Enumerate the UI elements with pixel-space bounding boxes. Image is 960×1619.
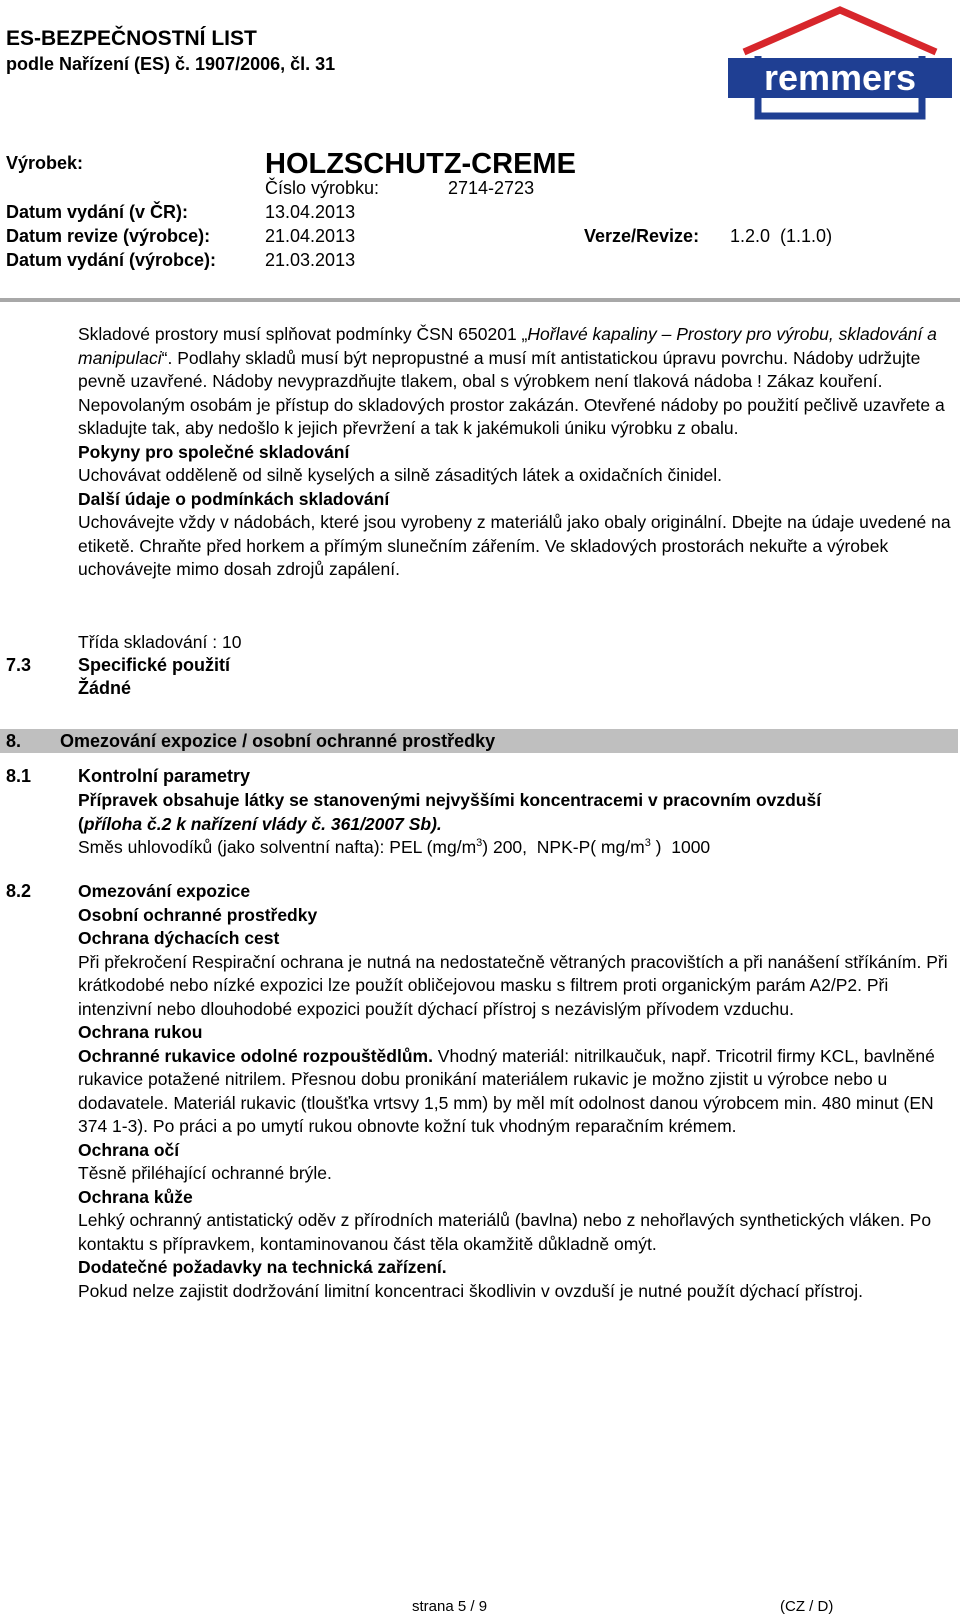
respiratory-text: Při překročení Respirační ochrana je nutná na nedostatečně větraných pracovištích a při nanášení stříkáním. Při krátkodobé nebo nízké expozici lze použít obličejovou masku s filtrem proti organickým parám A2/P2. Při intenzivní nebo dlouhodobé expozici použít dýchací přístroj s nezávislým přívodem vzduchu. <box>78 951 948 1019</box>
section-8-number: 8. <box>6 731 22 751</box>
section-8-2-title: Omezování expozice <box>78 881 251 901</box>
section-8-title: Omezování expozice / osobní ochranné prostředky <box>60 731 496 751</box>
skin-text: Lehký ochranný antistatický oděv z přírodních materiálů (bavlna) nebo z nehořlavých synthetických vláken. Po kontaktu s přípravkem, kontaminovanou část těla okamžitě důkladně omýt. <box>78 1210 932 1254</box>
logo-text: remmers <box>763 57 917 98</box>
storage-section <box>78 323 958 582</box>
section-8-2-number: 8.2 <box>6 881 32 901</box>
further-storage-title: Další údaje o podmínkách skladování <box>78 488 390 509</box>
skin-title: Ochrana kůže <box>78 1186 193 1207</box>
joint-storage-text: Uchovávat odděleně od silně kyselých a silně zásaditých látek a oxidačních činidel. <box>78 465 722 485</box>
section-7-3-title: Specifické použití <box>78 655 231 675</box>
page-number: strana 5 / 9 <box>412 1598 488 1615</box>
section-8-1-number: 8.1 <box>6 766 32 786</box>
ppe-title: Osobní ochranné prostředky <box>78 904 318 925</box>
product-number: 2714-2723 <box>448 178 535 198</box>
product-number-label: Číslo výrobku: <box>265 178 380 198</box>
version-label: Verze/Revize: <box>584 226 700 246</box>
hydrocarbon-limits: Směs uhlovodíků (jako solventní nafta): PEL $(mg/m^3)$ 200, NPK-P( $mg/m^3$ ) 1000 <box>78 837 711 857</box>
technical-text: Pokud nelze zajistit dodržování limitní koncentraci škodlivin v ovzduší je nutné použít dýchací přístroj. <box>78 1280 863 1301</box>
preparation-note: Přípravek obsahuje látky se stanovenými nejvyššími koncentracemi v pracovním ovzduší (příloha č.2 k nařízení vlády č. 361/2007 Sb). <box>78 790 822 834</box>
section-7-3-value: Žádné <box>78 678 132 698</box>
remmers-logo <box>728 4 952 120</box>
joint-storage-title: Pokyny pro společné skladování <box>78 441 350 462</box>
issue-cz-label: Datum vydání (v ČR): <box>6 202 189 222</box>
revision-date: 21.04.2013 <box>265 226 356 246</box>
header-divider <box>0 298 960 302</box>
document-subtitle: podle Nařízení (ES) č. 1907/2006, čl. 31 <box>6 54 336 74</box>
product-name: HOLZSCHUTZ-CREME <box>265 148 576 180</box>
further-storage-text: Uchovávejte vždy v nádobách, které jsou vyrobeny z materiálů jako obaly originální. Dbejte na údaje uvedené na etiketě. Chraňte před horkem a přímým slunečním zářením. Ve skladových prostorách nekuřte a výrobek uchovávejte mimo dosah zdrojů zapálení. <box>78 512 951 579</box>
section-8-1-title: Kontrolní parametry <box>78 766 251 786</box>
revision-label: Datum revize (výrobce): <box>6 226 211 246</box>
product-label: Výrobek: <box>6 153 84 173</box>
issue-mfr-date: 21.03.2013 <box>265 250 356 270</box>
storage-paragraph: Skladové prostory musí splňovat podmínky ČSN 650201 „Hořlavé kapaliny – Prostory pro výrobu, skladování a manipulaci“. Podlahy skladů musí být nepropustné a musí mít antistatickou úpravu povrchu. Nádoby udržujte pevně uzavřené. Nádoby nevyprazdňujte tlakem, obal s výrobkem není tlaková nádoba ! Zákaz kouření. Nepovolaným osobám je přístup do skladových prostor zakázán. Otevřené nádoby po použití pečlivě uzavřete a skladujte tak, aby nedošlo k jejich převržení a tak k jakémukoli úniku výrobku z obalu. <box>78 324 945 438</box>
storage-class: Třída skladování : 10 <box>78 632 242 652</box>
document-title: ES-BEZPEČNOSTNÍ LIST <box>6 27 257 50</box>
language-code: (CZ / D) <box>780 1598 834 1615</box>
technical-title: Dodatečné požadavky na technická zařízení. <box>78 1257 447 1277</box>
eye-text: Těsně přiléhající ochranné brýle. <box>78 1163 332 1183</box>
respiratory-title: Ochrana dýchacích cest <box>78 928 280 948</box>
eye-title: Ochrana očí <box>78 1139 180 1160</box>
issue-cz-date: 13.04.2013 <box>265 202 356 222</box>
issue-mfr-label: Datum vydání (výrobce): <box>6 250 217 270</box>
section-7-3-number: 7.3 <box>6 655 32 675</box>
hand-text: Ochranné rukavice odolné rozpouštědlům. Vhodný materiál: nitrilkaučuk, např. Tricotril firmy KCL, bavlněné rukavice potažené nitrilem. Přesnou dobu pronikání materiálem rukavic je možno zjistit u výrobce nebo u dodavatele. Materiál rukavic (tloušťka vrtsvy 1,5 mm) by měl mít odolnost danou výrobcem min. 480 minut (EN 374 1-3). Po práci a po umytí rukou obnovte kožní tuk vhodným reparačním krémem. <box>78 1045 935 1136</box>
section-8-2-content <box>78 880 958 1303</box>
hand-title: Ochrana rukou <box>78 1022 203 1042</box>
version-value: 1.2.0 (1.1.0) <box>730 226 833 246</box>
